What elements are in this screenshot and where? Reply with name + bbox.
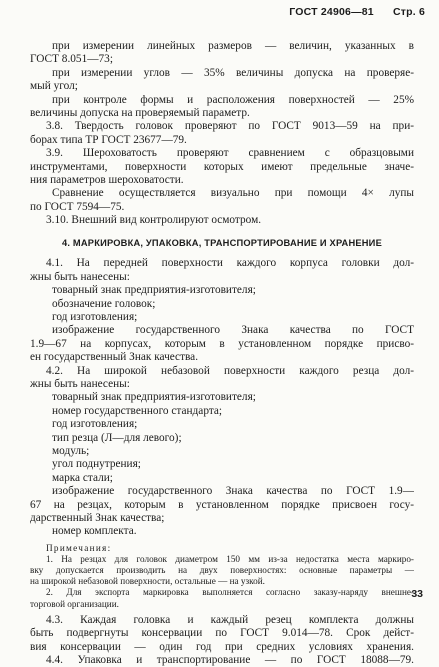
- text-line: год изготовления;: [52, 311, 138, 324]
- text-line: жны быть нанесены:: [30, 270, 130, 283]
- notes-block: [30, 543, 414, 610]
- text-line: величины допуска на проверяемый параметр.: [30, 106, 250, 119]
- text-block-bottom: [30, 614, 414, 667]
- text-line: ен государственный Знак качества.: [30, 351, 199, 364]
- text-line: 3.10. Внешний вид контролируют осмотром.: [46, 214, 262, 227]
- document-code: ГОСТ 24906—81: [289, 6, 374, 18]
- text-line: угол поднутрения;: [52, 458, 141, 471]
- text-line: вия консервации — один год при средних условиях хранения.: [30, 640, 414, 653]
- text-line: год изготовления;: [52, 418, 138, 431]
- text-line: товарный знак предприятия-изготовителя;: [52, 391, 256, 404]
- text-block-top: [30, 40, 414, 227]
- text-line: при контроле формы и расположения поверхностей — 25%: [52, 93, 414, 106]
- text-line: изображение государственного Знака качества по ГОСТ: [52, 324, 414, 337]
- text-line: 67 на резцах, которым в установленном порядке присвоен госу-: [30, 498, 414, 511]
- text-block-middle: [30, 257, 414, 538]
- text-line: номер государственного стандарта;: [52, 404, 223, 417]
- document-body: [30, 40, 414, 667]
- text-line: инструментами, поверхности которых имеют предельные значе-: [30, 160, 414, 173]
- note-line: 2. Для экспорта маркировка выполняется согласно заказу-наряду внешне-: [46, 587, 414, 598]
- text-line: 4.1. На передней поверхности каждого корпуса головки дол-: [46, 257, 414, 270]
- text-line: 1.9—67 на корпусах, которым в установленном порядке присво-: [30, 337, 414, 350]
- text-line: Сравнение осуществляется визуально при помощи 4× лупы: [52, 187, 414, 200]
- text-line: обозначение головок;: [52, 297, 156, 310]
- text-line: при измерении линейных размеров — величин, указанных в: [52, 40, 414, 52]
- text-line: 3.9. Шероховатость проверяют сравнением с образцовыми: [46, 147, 414, 160]
- note-line: вку допускается производить на двух поверхностях: основные параметры —: [30, 565, 414, 576]
- text-line: ГОСТ 8.051—73;: [30, 53, 113, 66]
- text-line: 4.4. Упаковка и транспортирование — по ГОСТ 18088—79.: [46, 653, 414, 666]
- notes-title: Примечания:: [46, 542, 112, 553]
- text-line: марка стали;: [52, 471, 113, 484]
- text-line: изображение государственного Знака качества по ГОСТ 1.9—: [52, 485, 414, 498]
- section-title: 4. МАРКИРОВКА, УПАКОВКА, ТРАНСПОРТИРОВАНИЕ И ХРАНЕНИЕ: [62, 238, 382, 249]
- text-line: борах типа ТР ГОСТ 23677—79.: [30, 133, 187, 146]
- text-line: ния параметров шероховатости.: [30, 173, 184, 186]
- page-label: Стр. 6: [392, 6, 425, 18]
- page-number: 33: [411, 588, 423, 600]
- note-line: на широкой небазовой поверхности, остальные — на узкой.: [30, 576, 265, 587]
- text-line: дарственный Знак качества;: [30, 511, 165, 524]
- text-line: при измерении углов — 35% величины допуска на проверяе-: [52, 66, 414, 79]
- text-line: тип резца (Л—для левого);: [52, 431, 182, 444]
- text-line: модуль;: [52, 444, 90, 457]
- text-line: 4.3. Каждая головка и каждый резец комплекта должны: [46, 613, 414, 626]
- page-header: [289, 6, 425, 18]
- text-line: номер комплекта.: [52, 525, 137, 538]
- text-line: 4.2. На широкой небазовой поверхности каждого резца дол-: [46, 364, 414, 377]
- text-line: 3.8. Твердость головок проверяют по ГОСТ 9013—59 на при-: [46, 120, 414, 133]
- text-line: товарный знак предприятия-изготовителя;: [52, 284, 256, 297]
- text-line: жны быть нанесены:: [30, 377, 130, 390]
- text-line: по ГОСТ 7594—75.: [30, 200, 125, 213]
- text-line: быть подвергнуты консервации по ГОСТ 9.014—78. Срок дейст-: [30, 627, 414, 640]
- text-line: мый угол;: [30, 80, 78, 93]
- note-line: торговой организации.: [30, 598, 119, 609]
- note-line: 1. На резцах для головок диаметром 150 мм из-за недостатка места маркиро-: [46, 553, 414, 564]
